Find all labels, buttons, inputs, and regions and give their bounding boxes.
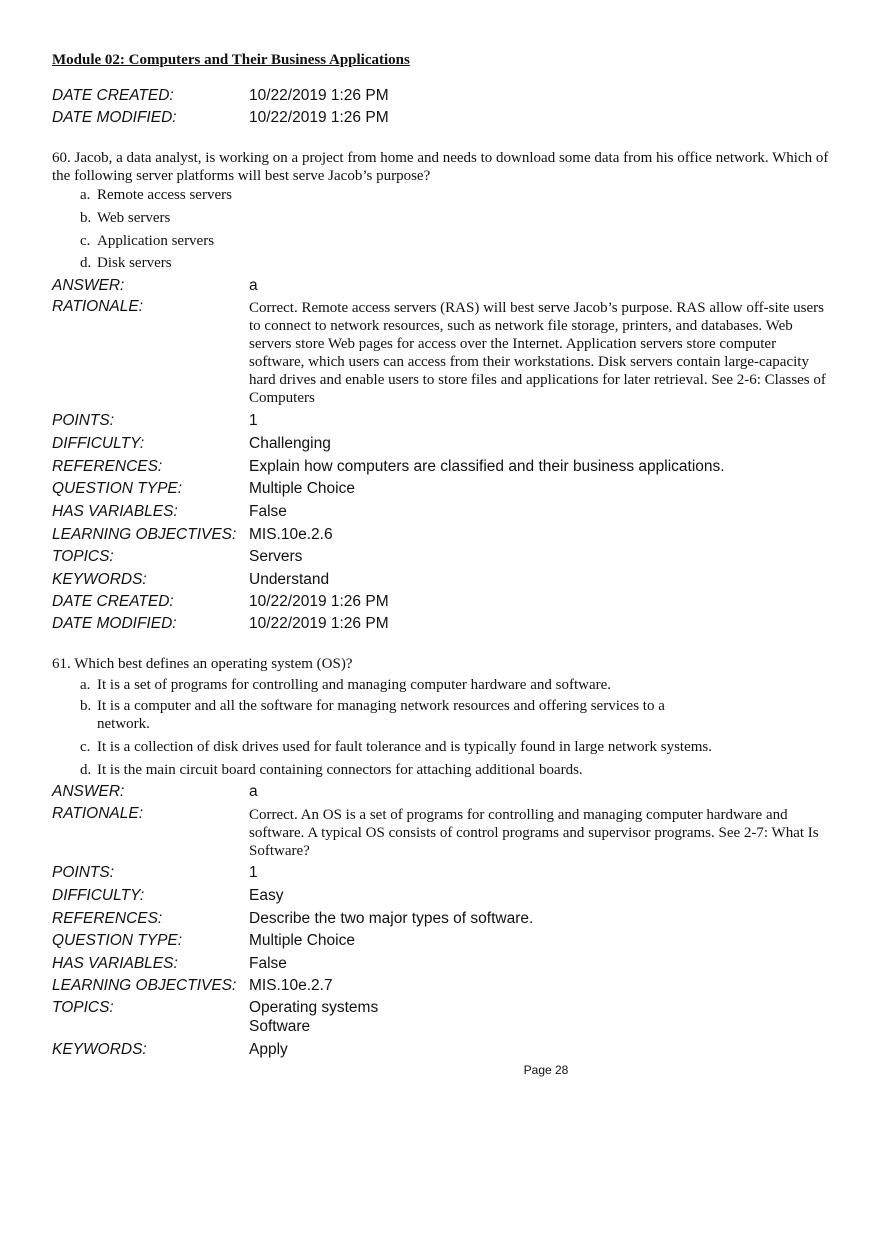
- field-label: LEARNING OBJECTIVES:: [52, 977, 237, 994]
- option-letter: c.: [80, 739, 91, 755]
- option-text: Web servers: [97, 210, 171, 226]
- field-label: POINTS:: [52, 864, 115, 881]
- field-label: ANSWER:: [52, 277, 125, 294]
- field-label: KEYWORDS:: [52, 571, 147, 588]
- field-label: DATE MODIFIED:: [52, 615, 177, 632]
- option-text: It is the main circuit board containing connectors for attaching additional boards.: [97, 762, 583, 778]
- field-label: HAS VARIABLES:: [52, 955, 178, 972]
- field-value: False: [249, 955, 287, 972]
- field-label: DATE CREATED:: [52, 593, 174, 610]
- option-text: Remote access servers: [97, 187, 232, 203]
- field-label: POINTS:: [52, 412, 115, 429]
- question-60-option-b: [80, 209, 720, 227]
- option-letter: d.: [80, 762, 92, 778]
- field-value: a: [249, 277, 258, 294]
- question-61-option-d: [80, 761, 800, 779]
- field-label: REFERENCES:: [52, 458, 163, 475]
- field-value: 1: [249, 412, 258, 429]
- option-letter: b.: [80, 210, 92, 226]
- question-60-text: 60. Jacob, a data analyst, is working on a project from home and needs to download some data from his office network. Which of the following server platforms will best serve Jacob’s purpose?: [52, 150, 829, 184]
- question-61-text: 61. Which best defines an operating system (OS)?: [52, 656, 353, 672]
- field-label: TOPICS:: [52, 999, 114, 1016]
- field-value: MIS.10e.2.6: [249, 526, 333, 543]
- field-label: DIFFICULTY:: [52, 887, 145, 904]
- option-text: It is a collection of disk drives used for fault tolerance and is typically found in large network systems.: [97, 739, 712, 755]
- option-letter: a.: [80, 677, 91, 693]
- field-value: Multiple Choice: [249, 480, 355, 497]
- field-value: False: [249, 503, 287, 520]
- field-label: KEYWORDS:: [52, 1041, 147, 1058]
- field-value: Easy: [249, 887, 284, 904]
- option-letter: c.: [80, 233, 91, 249]
- field-value: Explain how computers are classified and their business applications.: [249, 458, 725, 475]
- field-label: LEARNING OBJECTIVES:: [52, 526, 237, 543]
- question-61-option-c: [80, 738, 800, 756]
- field-value: 1: [249, 864, 258, 881]
- question-60-option-c: [80, 232, 720, 250]
- field-label: QUESTION TYPE:: [52, 932, 183, 949]
- field-label: DIFFICULTY:: [52, 435, 145, 452]
- option-text: Disk servers: [97, 255, 172, 271]
- field-label: ANSWER:: [52, 783, 125, 800]
- field-value: 10/22/2019 1:26 PM: [249, 109, 389, 126]
- field-value: Servers: [249, 548, 303, 565]
- field-label: REFERENCES:: [52, 910, 163, 927]
- page-number: Page 28: [523, 1063, 569, 1077]
- field-label: RATIONALE:: [52, 805, 144, 822]
- field-value: Challenging: [249, 435, 331, 452]
- field-label: TOPICS:: [52, 548, 114, 565]
- q61-rationale-text: Correct. An OS is a set of programs for controlling and managing computer hardware and software. A typical OS consists of control programs and supervisor programs. See 2-7: What Is Software?: [249, 807, 819, 859]
- question-60-option-a: [80, 186, 720, 204]
- field-label: DATE MODIFIED:: [52, 109, 177, 126]
- field-value: a: [249, 783, 258, 800]
- option-letter: b.: [80, 698, 92, 714]
- field-value: MIS.10e.2.7: [249, 977, 333, 994]
- q60-rationale-text: Correct. Remote access servers (RAS) will best serve Jacob’s purpose. RAS allow off-site users to connect to network resources, such as network file storage, printers, and databases. Web servers store Web pages for access over the Internet. Application servers store computer software, which users can access from their workstations. Disk servers contain large-capacity hard drives and enable users to store files and applications for later retrieval. See 2-6: Classes of Computers: [249, 300, 826, 406]
- question-60-option-d: [80, 254, 720, 272]
- field-label: DATE CREATED:: [52, 87, 174, 104]
- field-value: 10/22/2019 1:26 PM: [249, 593, 389, 610]
- question-61-option-a: [80, 676, 720, 694]
- field-label: RATIONALE:: [52, 298, 144, 315]
- option-text: Application servers: [97, 233, 215, 249]
- field-value: Software: [249, 1018, 311, 1035]
- field-value: Operating systems: [249, 999, 379, 1016]
- option-text: It is a computer and all the software for managing network resources and offering services to a network.: [97, 698, 665, 732]
- field-value: Describe the two major types of software.: [249, 910, 534, 927]
- field-value: Understand: [249, 571, 330, 588]
- field-value: Apply: [249, 1041, 288, 1058]
- option-text: It is a set of programs for controlling and managing computer hardware and software.: [97, 677, 611, 693]
- field-label: QUESTION TYPE:: [52, 480, 183, 497]
- field-value: Multiple Choice: [249, 932, 355, 949]
- field-value: 10/22/2019 1:26 PM: [249, 87, 389, 104]
- field-value: 10/22/2019 1:26 PM: [249, 615, 389, 632]
- field-label: HAS VARIABLES:: [52, 503, 178, 520]
- module-title: Module 02: Computers and Their Business Applications: [52, 52, 410, 68]
- question-61-option-b: [80, 697, 720, 733]
- option-letter: d.: [80, 255, 92, 271]
- option-letter: a.: [80, 187, 91, 203]
